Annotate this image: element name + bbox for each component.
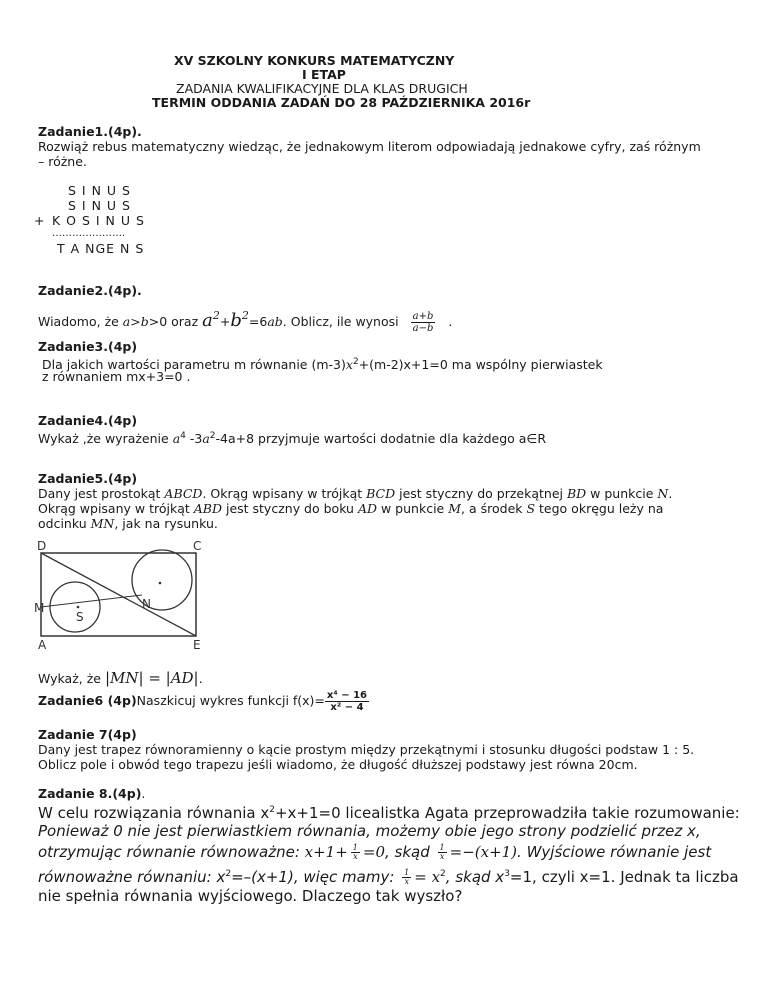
task2-title: Zadanie2.(4p). — [38, 283, 142, 298]
rebus-result: T A NGE N S — [57, 241, 145, 256]
task5-text-line1: Dany jest prostokąt ABCD. Okrąg wpisany w trójkąt BCD jest styczny do przekątnej BD w punkcie N. — [38, 486, 673, 501]
task2-ab: ab — [267, 314, 283, 329]
label-m: M — [34, 601, 45, 615]
task7-title: Zadanie 7(4p) — [38, 727, 137, 742]
label-a: A — [38, 638, 47, 652]
header-line-4: TERMIN ODDANIA ZADAŃ DO 28 PAŹDZIERNIKA 2016r — [152, 95, 531, 110]
task5-text-line3: odcinku MN, jak na rysunku. — [38, 516, 218, 531]
task6-line — [38, 688, 372, 714]
task2-end: . — [448, 314, 453, 329]
task6-text: Naszkicuj wykres funkcji f(x)= — [136, 693, 325, 708]
task2-a-squared: $a^2$ — [202, 309, 220, 331]
label-d: D — [37, 539, 47, 553]
header-line-1: XV SZKOLNY KONKURS MATEMATYCZNY — [174, 53, 455, 68]
task2-post: . Oblicz, ile wynosi — [282, 314, 399, 329]
task8-title-line: Zadanie 8.(4p). — [38, 786, 146, 801]
rebus-row-2: S I N U S — [68, 198, 131, 213]
rebus-plus: + — [34, 213, 45, 228]
task2-b-squared: $b^2$ — [230, 309, 249, 331]
task3-text-line2: z równaniem mx+3=0 . — [42, 369, 191, 384]
label-s: S — [76, 610, 84, 624]
task7-text-line1: Dany jest trapez równoramienny o kącie prostym między przekątnymi i stosunku długości podstaw 1 : 5. — [38, 742, 695, 757]
task2-cond: a>b — [122, 314, 149, 329]
label-c: C — [193, 539, 202, 553]
task6-title: Zadanie6 (4p) — [38, 693, 137, 708]
task1-text-line2: – różne. — [38, 154, 87, 169]
task1-title: Zadanie1.(4p). — [38, 124, 142, 139]
label-e: E — [193, 638, 201, 652]
task4-title: Zadanie4.(4p) — [38, 413, 138, 428]
diagonal-bd — [41, 553, 196, 636]
task7-text-line2: Oblicz pole i obwód tego trapezu jeśli wiadomo, że długość dłuższej podstawy jest równa 20cm. — [38, 757, 638, 772]
circle-bcd — [132, 550, 192, 610]
task3-text-line1: Dla jakich wartości parametru m równanie $(m-3)x^2+(m-2)x+1=0$ ma wspólny pierwiastek — [42, 357, 603, 373]
task8-line3: otrzymując równanie równoważne: x+1+ $\frac{1}{x}$ =0, skąd $\frac{1}{x}$ =−(x+1). Wyjściowe równanie jest — [38, 843, 712, 861]
circle-abd — [50, 582, 100, 632]
task2-mid: >0 oraz — [148, 314, 203, 329]
header-line-2: I ETAP — [302, 67, 346, 82]
task8-line2: Ponieważ 0 nie jest pierwiastkiem równania, możemy obie jego strony podzielić przez x, — [38, 822, 701, 840]
task2-text — [38, 302, 453, 334]
task2-eq: =6 — [248, 314, 268, 329]
task8-line4: równoważne równaniu: $x^2=-(x+1)$, więc mamy: $\frac{1}{x}$ = $x^2$, skąd $x^3=1$, czyli x=1. Jednak ta liczba — [38, 868, 739, 886]
center-dot-bcd — [159, 582, 162, 585]
task8-line5: nie spełnia równania wyjściowego. Dlaczego tak wyszło? — [38, 887, 463, 905]
segment-mn — [41, 595, 142, 607]
task2-fraction: $\frac{a+b}{a-b}$ — [412, 311, 434, 334]
rectangle-figure — [30, 538, 220, 653]
task2-pre: Wiadomo, że — [38, 314, 123, 329]
task5-prove: Wykaż, że |MN| = |AD|. — [38, 669, 203, 687]
task5-text-line2: Okrąg wpisany w trójkąt ABD jest styczny do boku AD w punkcie M, a środek S tego okręgu leży na — [38, 501, 664, 516]
task8-line1: W celu rozwiązania równania $x^2+x+1=0$ licealistka Agata przeprowadziła takie rozumowanie: — [38, 804, 740, 822]
rebus-dots: …………………. — [52, 228, 126, 239]
task4-text: Wykaż ,że wyrażenie $a^4$ $-3a^2-4a+8$ przyjmuje wartości dodatnie dla każdego a∈R — [38, 431, 546, 447]
label-n: N — [142, 597, 151, 611]
rebus-row-3: K O S I N U S — [52, 213, 145, 228]
task1-text-line1: Rozwiąż rebus matematyczny wiedząc, że jednakowym literom odpowiadają jednakowe cyfry, zaś różnym — [38, 139, 701, 154]
rebus-row-1: S I N U S — [68, 183, 131, 198]
task6-fraction: $\frac{\text{x⁴ − 16}}{\text{x² − 4}}$ — [326, 690, 368, 713]
task2-plus: + — [219, 314, 231, 329]
header-line-3: ZADANIA KWALIFIKACYJNE DLA KLAS DRUGICH — [176, 81, 468, 96]
task3-title: Zadanie3.(4p) — [38, 339, 138, 354]
task8-title: Zadanie 8.(4p) — [38, 786, 142, 801]
center-dot-s — [77, 606, 80, 609]
task5-title: Zadanie5.(4p) — [38, 471, 138, 486]
